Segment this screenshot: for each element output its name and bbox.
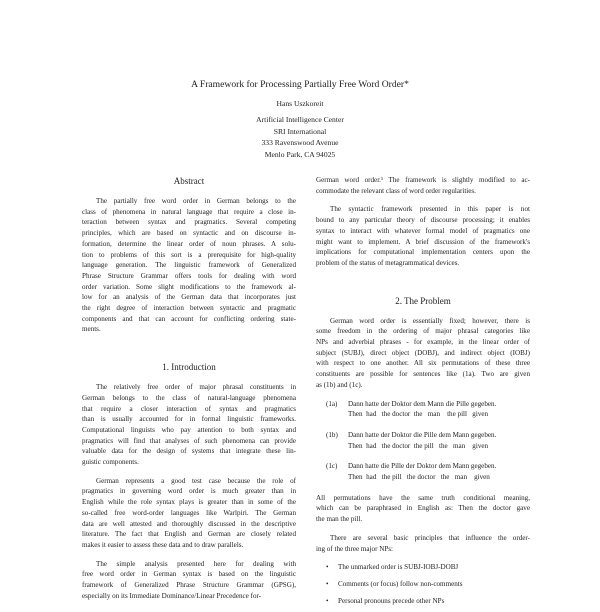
left-column: [82, 175, 296, 610]
text-line: constituents are possible for sentences like (1a). Two are given: [316, 370, 530, 379]
text-line: German belongs to the class of natural-language phenomena: [82, 393, 296, 402]
example-text: Dann hatte die Pille der Doktor dem Mann gegeben.: [348, 462, 497, 471]
text-line: which can be paraphrased in English as: Then the doctor gave: [316, 504, 530, 513]
text-line: formation, determine the linear order of noun phrases. A solu-: [82, 239, 296, 248]
text-line: guistic components.: [82, 458, 139, 467]
text-line: tion to problems of this sort is a prerequisite for high-quality: [82, 250, 296, 259]
spacer: [82, 343, 296, 361]
affiliation: [0, 114, 600, 160]
example-text: Dann hatte der Doktor dem Mann die Pille gegeben.: [348, 399, 497, 408]
text-line: syntax to interact with whatever formal model of pragmatics one: [316, 226, 530, 235]
text-line: Phrase Structure Grammar offers tools for dealing with word: [82, 271, 296, 280]
text-line: valuable data for the design of systems that integrate these lin-: [82, 447, 296, 456]
example-sentence: [326, 461, 530, 482]
text-line: NPs and adverbial phrases - for example, in the linear order of: [316, 338, 530, 347]
example-sentence: [326, 399, 530, 420]
text-line: German represents a good test case because the role of: [96, 476, 296, 485]
text-line: than is usually accounted for in formal linguistic frameworks.: [82, 415, 296, 424]
text-line: literature. The fact that English and German are closely related: [82, 530, 296, 539]
paragraph: [82, 559, 296, 602]
text-line: especially on its Immediate Dominance/Linear Precedence for-: [82, 591, 262, 600]
spacer: [316, 277, 530, 295]
example-gloss: Then had the doctor the pill the man given: [348, 441, 489, 450]
bullet-icon: •: [326, 563, 329, 572]
example-row: [326, 399, 530, 410]
text-line: implications for computational implementation centers upon the: [316, 248, 530, 257]
bullet-text: Personal pronouns precede other NPs: [338, 596, 445, 605]
right-column: [316, 175, 530, 612]
text-line: bound to any particular theory of discourse processing; it enables: [316, 216, 530, 225]
text-line: free word order in German syntax is based on the linguistic: [82, 570, 296, 579]
text-line: pragmatics will find that analyses of such phenomena can provide: [82, 436, 296, 445]
text-line: some freedom in the ordering of major phrasal categories like: [316, 327, 530, 336]
text-line: English while the role syntax plays is greater than in some of the: [82, 498, 296, 507]
text-line: class of phenomena in natural language that require a close in-: [82, 207, 296, 216]
section-heading: 2. The Problem: [395, 295, 451, 306]
text-line: the man the pill.: [316, 515, 363, 524]
section-heading: Abstract: [173, 176, 205, 186]
text-line: makes it easier to assess these data and to draw parallels.: [82, 540, 244, 549]
bullet-icon: •: [326, 596, 329, 605]
bullet-text: The unmarked order is SUBJ-IOBJ-DOBJ: [338, 563, 459, 572]
text-line: language generation. The linguistic framework of Generalized: [82, 261, 296, 270]
text-line: There are several basic principles that influence the order-: [330, 533, 530, 542]
section-heading: 1. Introduction: [162, 362, 216, 373]
affiliation-line: 333 Ravenswood Avenue: [261, 138, 339, 147]
text-line: order variation. Some slight modifications to the framework al-: [82, 282, 296, 291]
bullet-item: [326, 579, 530, 590]
text-line: with respect to one another. All six permutations of these three: [316, 359, 530, 368]
paragraph: [82, 476, 296, 551]
text-line: as (1b) and (1c).: [316, 380, 363, 389]
text-line: principles, which are based on syntactic and on discourse in-: [82, 229, 296, 238]
affiliation-line: Artificial Intelligence Center: [256, 115, 344, 124]
text-line: that require a closer interaction of syntax and pragmatics: [82, 404, 296, 413]
text-line: framework of Generalized Phrase Structure Grammar (GPSG),: [82, 581, 296, 590]
text-line: The syntactic framework presented in this paper is not: [330, 205, 530, 214]
text-line: data are well attested and thoroughly discussed in the descriptive: [82, 519, 296, 528]
example-label: (1c): [326, 462, 338, 471]
text-line: Computational linguists who pay attention to both syntax and: [82, 425, 296, 434]
text-line: commodate the relevant class of word order regularities.: [316, 186, 476, 195]
text-line: subject (SUBJ), direct object (DOBJ), and indirect object (IOBJ): [316, 348, 530, 357]
bullet-icon: •: [326, 579, 329, 588]
paragraph: [316, 316, 530, 391]
text-line: German word order.¹ The framework is slightly modified to ac-: [316, 176, 530, 184]
example-gloss: Then had the doctor the man the pill given: [348, 410, 489, 419]
example-sentence: [326, 430, 530, 451]
text-line: pragmatics in governing word order is much greater than in: [82, 487, 296, 496]
text-line: The relatively free order of major phrasal constituents in: [96, 383, 296, 392]
author-name: Hans Uszkoreit: [276, 99, 324, 108]
paragraph: [82, 196, 296, 335]
example-text: Dann hatte der Doktor die Pille dem Mann gegeben.: [348, 430, 497, 439]
text-line: low for an analysis of the German data that incorporates just: [82, 293, 296, 302]
paragraph: [316, 493, 530, 525]
text-line: teraction between syntax and pragmatics. Several competing: [82, 218, 296, 227]
text-line: The simple analysis presented here for dealing with: [96, 559, 296, 568]
bullet-text: Comments (or focus) follow non-comments: [338, 579, 463, 588]
text-line: German word order is essentially fixed; however, there is: [330, 316, 530, 325]
text-line: so-called free word-order languages like Warlpiri. The German: [82, 508, 296, 517]
affiliation-line: SRI International: [273, 126, 327, 136]
paragraph: [316, 175, 530, 196]
example-row: [326, 430, 530, 441]
affiliation-line: Menlo Park, CA 94025: [264, 149, 336, 159]
paper-title: A Framework for Processing Partially Free Word Order*: [191, 79, 409, 90]
paragraph: [82, 382, 296, 468]
paragraph: [316, 533, 530, 554]
example-gloss: Then had the pill the doctor the man given: [348, 473, 490, 482]
text-line: components and that can account for conflicting ordering state-: [82, 314, 296, 323]
paragraph: [316, 204, 530, 268]
bullet-item: [326, 596, 530, 607]
text-line: ing of the three major NPs:: [316, 544, 394, 553]
text-line: the right degree of interaction between syntactic and pragmatic: [82, 304, 296, 313]
bullet-item: [326, 562, 530, 573]
example-row: [326, 461, 530, 472]
example-label: (1a): [326, 399, 338, 408]
text-line: The partially free word order in German belongs to the: [96, 197, 296, 205]
example-label: (1b): [326, 430, 338, 439]
text-line: All permutations have the same truth conditional meaning,: [316, 493, 530, 502]
text-line: ments.: [82, 325, 101, 334]
text-line: problem of the status of metagrammatical devices.: [316, 258, 460, 267]
text-line: might want to implement. A brief discussion of the framework's: [316, 237, 530, 246]
